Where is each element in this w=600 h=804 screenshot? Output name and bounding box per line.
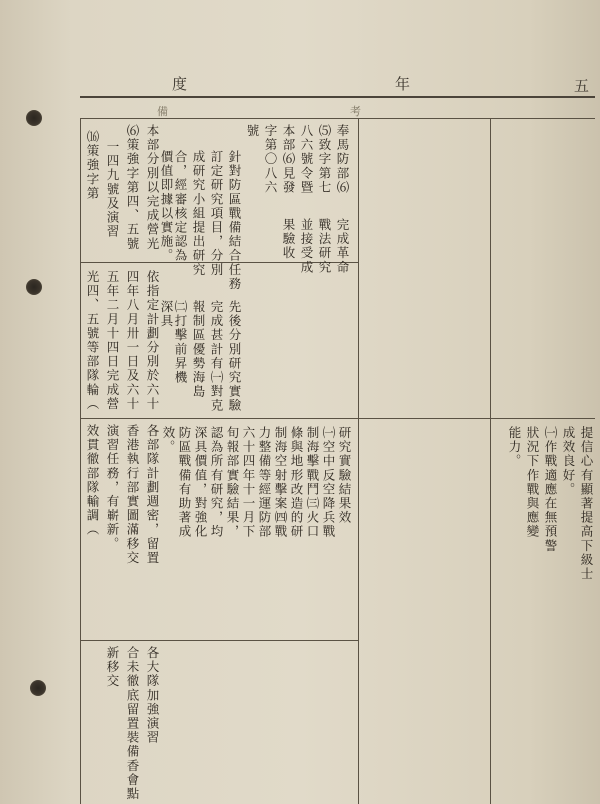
left-cell-3-col-1: 各大隊加強演習 xyxy=(145,646,160,745)
left-cell-1-col-2: ⑹策強字第四、五號 xyxy=(125,124,140,251)
right-cell-2-col-1: 提信心有顯著提高下級士 xyxy=(579,426,594,582)
middle-cell-2-col-4: 果驗收 xyxy=(281,218,296,261)
left-cell-1-col-4: ⒃策強字第 xyxy=(85,130,100,201)
left-cell-2b-col-4: 效貫徹部隊輸調（ xyxy=(85,424,100,537)
header-rule xyxy=(80,96,595,98)
binder-hole-top xyxy=(26,110,42,126)
left-cell-2-col-2: 四年八月卅一日及六十 xyxy=(125,270,140,411)
left-cell-2b-col-2: 香港執行部實圖滿移交 xyxy=(125,424,140,565)
right-cell-1-col-12: 效。 xyxy=(161,426,176,455)
right-cell-1-col-7: 六十四年十一月下 xyxy=(241,426,256,539)
right-cell-2-col-2: 成效良好。 xyxy=(561,426,576,497)
middle-cell-1-col-5: 字第〇八六 xyxy=(263,124,278,195)
right-cell-2-col-4: 狀況下作戰與應變 xyxy=(525,426,540,539)
subheader-rule xyxy=(80,118,595,119)
right-cell-2-col-3: ㈠作戰適應在無預警 xyxy=(543,426,558,553)
middle-cell-4-col-3: 報制區優勢海島 xyxy=(191,300,206,399)
middle-cell-1-col-2: ⑸致字第七 xyxy=(317,124,332,195)
middle-cell-3-col-3: 成研究小組提出研究 xyxy=(191,150,206,277)
middle-cell-4-col-1: 先後分別研究實驗 xyxy=(227,300,242,413)
right-cell-1-col-11: 防區戰備有助著成 xyxy=(177,426,192,539)
middle-cell-3-col-4: 合，經審核定認為 xyxy=(173,150,188,263)
middle-cell-1-col-4: 本部⑹見發 xyxy=(281,124,296,195)
binder-hole-middle xyxy=(26,279,42,295)
left-cell-3-col-3: 新移交 xyxy=(105,646,120,689)
header-center: 年 xyxy=(395,75,411,93)
middle-cell-2-col-3: 並接受成 xyxy=(299,218,314,275)
right-cell-1-col-9: 認為所有研究，均 xyxy=(209,426,224,539)
middle-cell-3-col-5: 價值即據以實施。 xyxy=(159,150,174,263)
middle-cell-3-col-2: 訂定研究項目，分別 xyxy=(209,150,224,277)
left-cell-2-col-4: 光四、五號等部隊輪（ xyxy=(85,270,100,411)
right-cell-1-col-4: 條與地形改造的研 xyxy=(289,426,304,539)
middle-cell-4-col-2: 完成甚計有㈠對克 xyxy=(209,300,224,413)
middle-cell-1-col-6: 號 xyxy=(245,124,260,139)
right-cell-1-col-1: 研究實驗結果效 xyxy=(337,426,352,525)
right-cell-2-col-5: 能力。 xyxy=(507,426,522,469)
middle-cell-2-col-1: 完成革命 xyxy=(335,218,350,275)
row-rule-3 xyxy=(80,640,358,641)
right-cell-1-col-10: 深具價值，對強化 xyxy=(193,426,208,539)
right-cell-1-col-2: ㈠空中反空降兵戰 xyxy=(321,426,336,539)
column-rule-2 xyxy=(490,118,491,804)
left-cell-1-col-3: 一四九號及演習 xyxy=(105,140,120,239)
middle-cell-4-col-4: ㈡打擊前昇機 xyxy=(173,300,188,385)
left-cell-2-col-3: 五年二月十四日完成營 xyxy=(105,270,120,411)
right-cell-1-col-6: 力整備等經運防部 xyxy=(257,426,272,539)
middle-cell-1-col-3: 八六號令暨 xyxy=(299,124,314,195)
left-cell-2b-col-3: 演習任務，有嶄新。 xyxy=(105,424,120,551)
right-cell-1-col-3: 制海擊戰鬥㈢火口 xyxy=(305,426,320,539)
margin-rule xyxy=(80,118,81,804)
left-cell-1-col-1: 本部分別以完成營光 xyxy=(145,124,160,251)
middle-cell-1-col-1: 奉馬防部⑹ xyxy=(335,124,350,195)
row-rule-2 xyxy=(80,418,595,419)
header-right: 五 xyxy=(574,77,590,95)
subheader-center: 考 xyxy=(350,105,361,118)
left-cell-2-col-1: 依指定計劃分別於六十 xyxy=(145,270,160,411)
right-cell-1-col-8: 旬報部實驗結果， xyxy=(225,426,240,539)
right-cell-1-col-5: 制海空射擊案㈣戰 xyxy=(273,426,288,539)
subheader-left: 備 xyxy=(157,105,168,118)
binder-hole-bottom xyxy=(30,680,46,696)
column-rule-1 xyxy=(358,118,359,804)
middle-cell-2-col-2: 戰法研究 xyxy=(317,218,332,275)
middle-cell-3-col-1: 針對防區戰備結合任務 xyxy=(227,150,242,291)
left-cell-3-col-2: 合未徹底留置裝備香會點 xyxy=(125,646,140,802)
header-left: 度 xyxy=(172,75,188,93)
middle-cell-4-col-5: 深具 xyxy=(159,300,174,329)
left-cell-2b-col-1: 各部隊計劃週密，留置 xyxy=(145,424,160,565)
